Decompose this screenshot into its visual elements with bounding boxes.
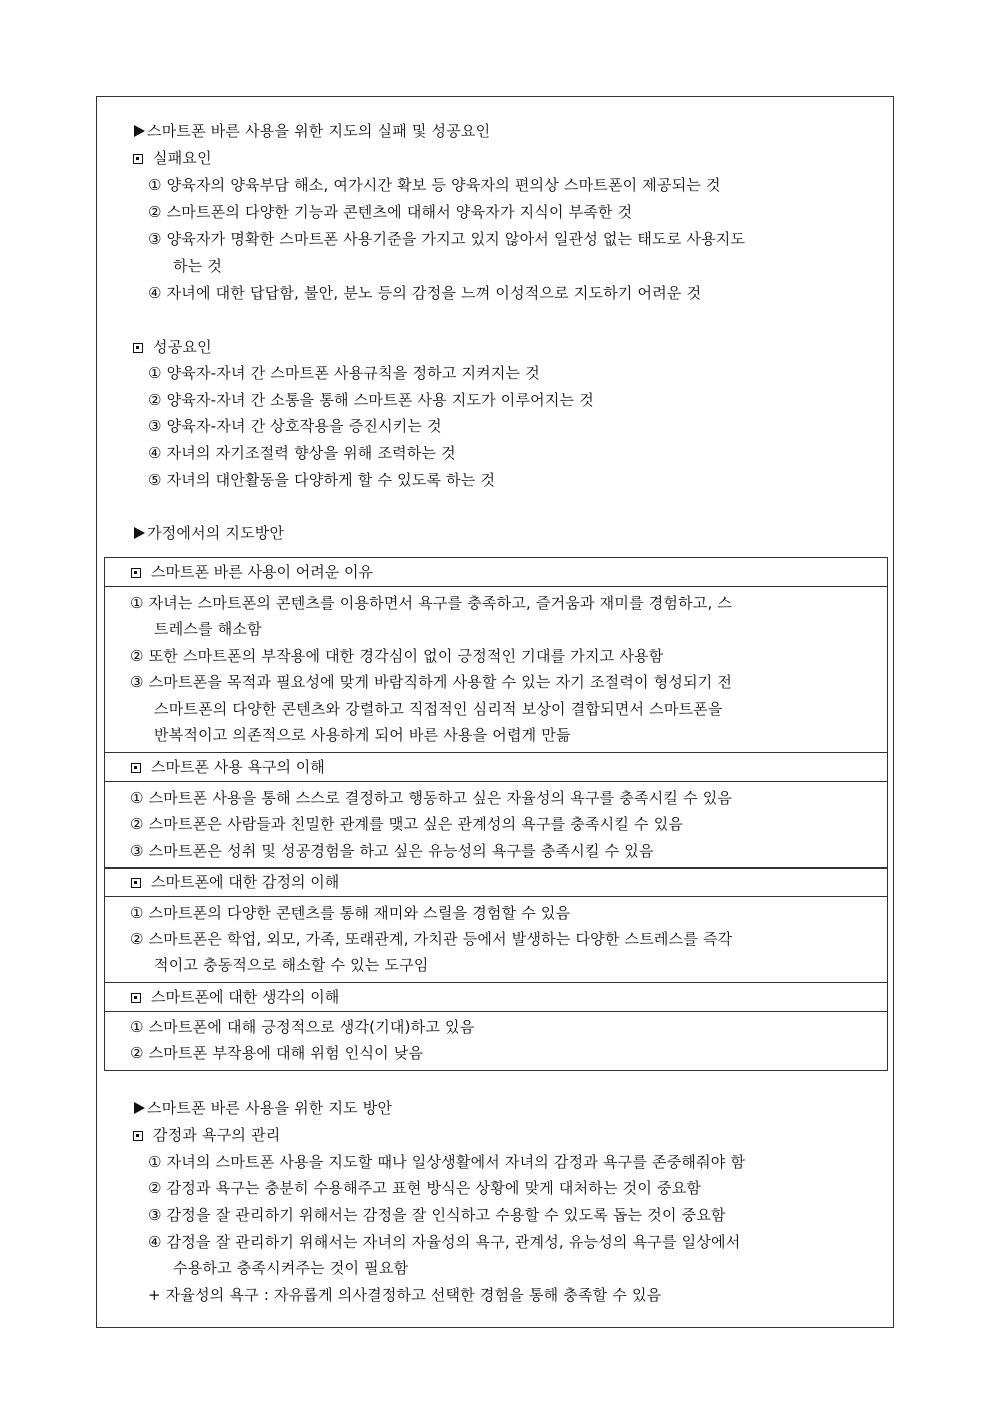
success-item: ⑤ 자녀의 대안활동을 다양하게 할 수 있도록 하는 것 <box>148 471 496 489</box>
success-heading: 성공요인 <box>153 338 212 356</box>
box-line-continued: 트레스를 해소함 <box>154 620 262 638</box>
guide-item: ③ 감정을 잘 관리하기 위해서는 감정을 잘 인식하고 수용할 수 있도록 돕는 것이 중요함 <box>148 1206 726 1224</box>
square-bullet-icon <box>131 568 141 578</box>
box-line: ① 스마트폰에 대해 긍정적으로 생각(기대)하고 있음 <box>130 1018 475 1036</box>
box-heading: 스마트폰에 대한 생각의 이해 <box>151 988 340 1006</box>
section3-heading-row <box>133 1122 280 1149</box>
success-item: ④ 자녀의 자기조절력 향상을 위해 조력하는 것 <box>148 444 456 462</box>
triangle-bullet-icon <box>134 125 145 137</box>
section2-title: 가정에서의 지도방안 <box>147 524 285 542</box>
box-line-continued: 적이고 충동적으로 해소할 수 있는 도구임 <box>154 956 429 974</box>
failure-item: ④ 자녀에 대한 답답함, 불안, 분노 등의 감정을 느껴 이성적으로 지도하기 어려운 것 <box>148 284 702 302</box>
box-heading-row <box>104 867 888 897</box>
box-line: ③ 스마트폰을 목적과 필요성에 맞게 바람직하게 사용할 수 있는 자기 조절력이 형성되기 전 <box>130 673 733 691</box>
square-bullet-icon <box>131 878 141 888</box>
box-line: ① 스마트폰의 다양한 콘텐츠를 통해 재미와 스릴을 경험할 수 있음 <box>130 904 571 922</box>
failure-item-continued: 하는 것 <box>173 257 223 275</box>
failure-heading: 실패요인 <box>153 149 212 167</box>
box-line: ① 자녀는 스마트폰의 콘텐츠를 이용하면서 욕구를 충족하고, 즐거움과 재미를 경험하고, 스 <box>130 594 733 612</box>
box-line: ② 또한 스마트폰의 부작용에 대한 경각심이 없이 긍정적인 기대를 가지고 사용함 <box>130 647 664 665</box>
success-heading-row <box>133 334 212 361</box>
success-item: ③ 양육자-자녀 간 상호작용을 증진시키는 것 <box>148 417 442 435</box>
failure-item: ③ 양육자가 명확한 스마트폰 사용기준을 가지고 있지 않아서 일관성 없는 태도로 사용지도 <box>148 230 746 248</box>
box-line: ② 스마트폰 부작용에 대해 위험 인식이 낮음 <box>130 1044 424 1062</box>
square-bullet-icon <box>131 763 141 773</box>
section3-title: 스마트폰 바른 사용을 위한 지도 방안 <box>147 1099 393 1117</box>
box-heading: 스마트폰에 대한 감정의 이해 <box>151 873 340 891</box>
triangle-bullet-icon <box>134 1102 145 1114</box>
guide-item: ④ 감정을 잘 관리하기 위해서는 자녀의 자율성의 욕구, 관계성, 유능성의 욕구를 일상에서 <box>148 1233 741 1251</box>
section1-title-row <box>134 118 490 145</box>
box-line: ② 스마트폰은 사람들과 친밀한 관계를 맺고 싶은 관계성의 욕구를 충족시킬 수 있음 <box>130 815 684 833</box>
guide-note: + 자율성의 욕구 : 자유롭게 의사결정하고 선택한 경험을 통해 충족할 수 있음 <box>148 1286 662 1304</box>
success-item: ② 양육자-자녀 간 소통을 통해 스마트폰 사용 지도가 이루어지는 것 <box>148 391 594 409</box>
success-item: ① 양육자-자녀 간 스마트폰 사용규칙을 정하고 지켜지는 것 <box>148 364 540 382</box>
triangle-bullet-icon <box>134 527 145 539</box>
box-heading-row <box>104 752 888 782</box>
section1-title: 스마트폰 바른 사용을 위한 지도의 실패 및 성공요인 <box>147 122 491 140</box>
box-heading-row <box>104 982 888 1012</box>
square-bullet-icon <box>133 343 143 353</box>
guide-item: ① 자녀의 스마트폰 사용을 지도할 때나 일상생활에서 자녀의 감정과 욕구를 존중해줘야 함 <box>148 1153 746 1171</box>
guide-item-continued: 수용하고 충족시켜주는 것이 필요함 <box>173 1259 409 1277</box>
box-heading: 스마트폰 사용 욕구의 이해 <box>151 758 325 776</box>
section2-title-row <box>134 520 284 547</box>
box-line: ③ 스마트폰은 성취 및 성공경험을 하고 싶은 유능성의 욕구를 충족시킬 수 있음 <box>130 842 654 860</box>
box-line-continued: 스마트폰의 다양한 콘텐츠와 강렬하고 직접적인 심리적 보상이 결합되면서 스마트폰을 <box>154 700 723 718</box>
box-heading: 스마트폰 바른 사용이 어려운 이유 <box>151 563 373 581</box>
square-bullet-icon <box>131 993 141 1003</box>
box-line: ② 스마트폰은 학업, 외모, 가족, 또래관계, 가치관 등에서 발생하는 다양한 스트레스를 즉각 <box>130 930 733 948</box>
section3-title-row <box>134 1095 392 1122</box>
section3-heading: 감정과 욕구의 관리 <box>153 1126 281 1144</box>
guide-item: ② 감정과 욕구는 충분히 수용해주고 표현 방식은 상황에 맞게 대처하는 것이 중요함 <box>148 1179 702 1197</box>
box-line: ① 스마트폰 사용을 통해 스스로 결정하고 행동하고 싶은 자율성의 욕구를 충족시킬 수 있음 <box>130 789 733 807</box>
square-bullet-icon <box>133 154 143 164</box>
box-heading-row <box>104 557 888 587</box>
square-bullet-icon <box>133 1131 143 1141</box>
failure-item: ② 스마트폰의 다양한 기능과 콘텐츠에 대해서 양육자가 지식이 부족한 것 <box>148 203 633 221</box>
box-line-continued: 반복적이고 의존적으로 사용하게 되어 바른 사용을 어렵게 만듦 <box>154 726 571 744</box>
failure-item: ① 양육자의 양육부담 해소, 여가시간 확보 등 양육자의 편의상 스마트폰이 제공되는 것 <box>148 176 721 194</box>
failure-heading-row <box>133 145 212 172</box>
